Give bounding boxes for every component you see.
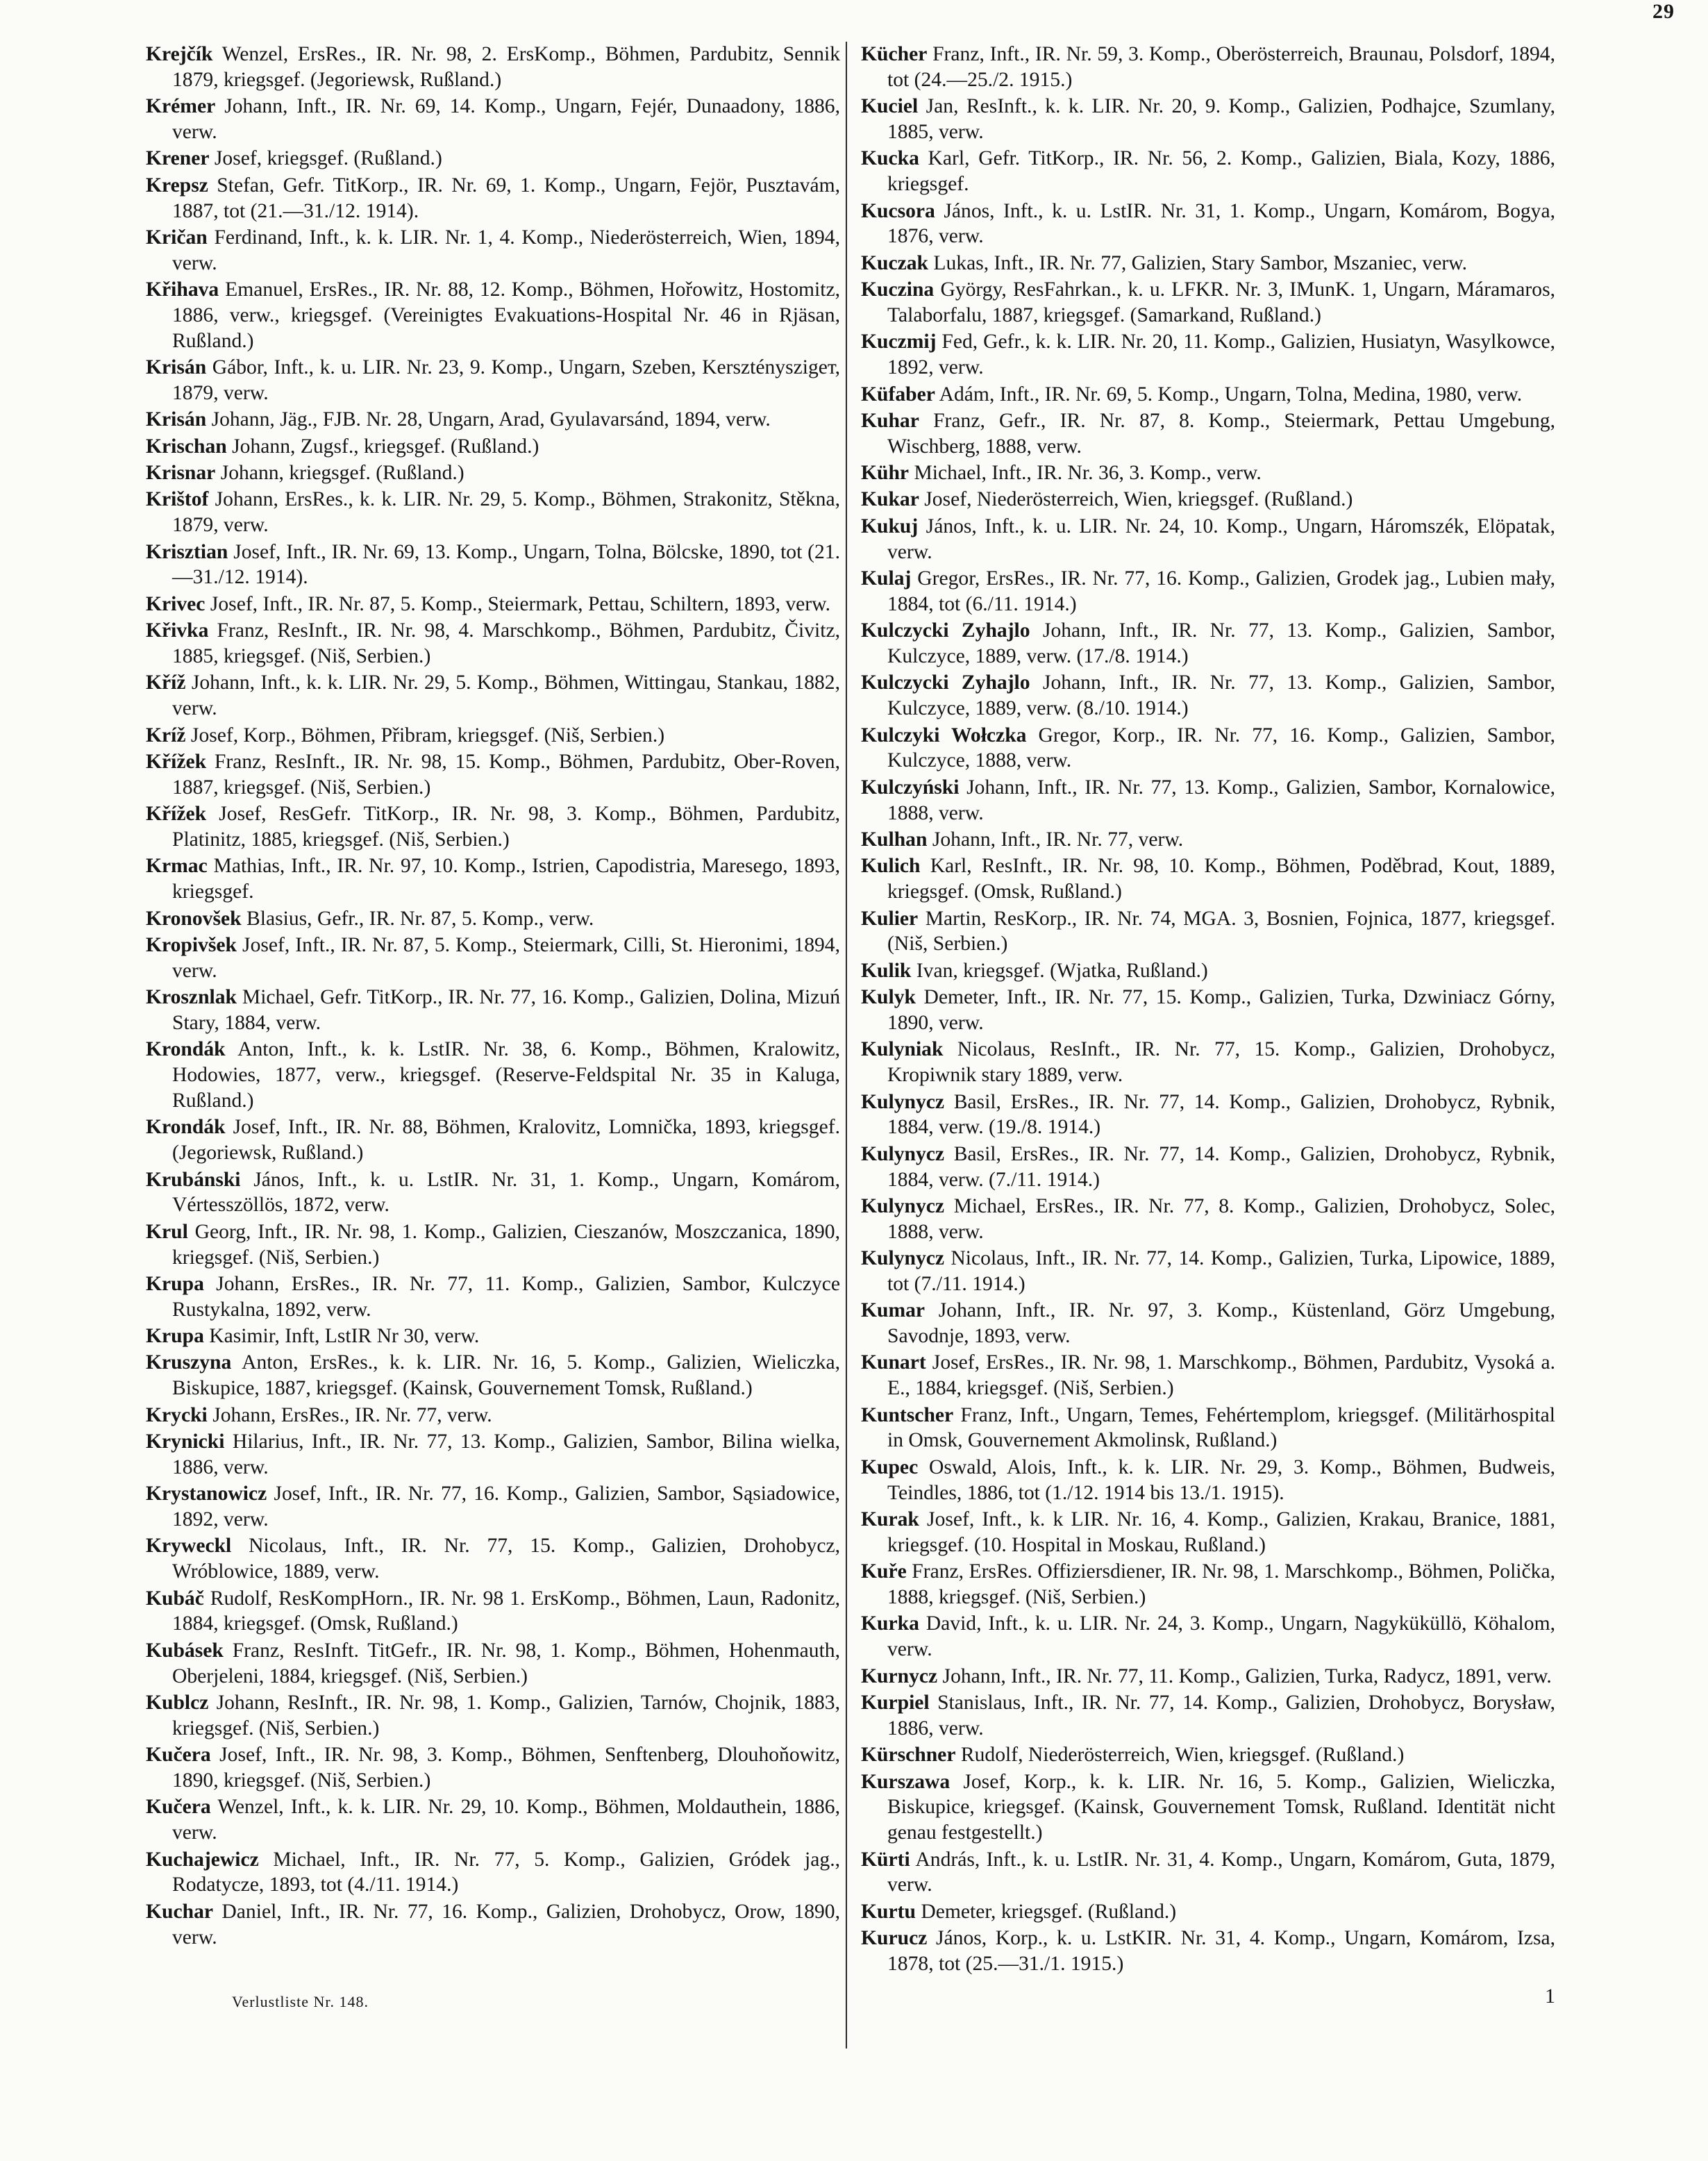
entry-details: Josef, Korp., k. k. LIR. Nr. 16, 5. Komp., Galizien, Wieliczka, Biskupice, kriegsgef. (Kainsk, Gouvernement Tomsk, Rußland. Identität nicht genau festgestellt.) [887, 1770, 1555, 1844]
entry-details: Nicolaus, Inft., IR. Nr. 77, 14. Komp., Galizien, Turka, Lipowice, 1889, tot (7./11. 1914.) [887, 1247, 1555, 1295]
entry-details: Nicolaus, ResInft., IR. Nr. 77, 15. Komp., Galizien, Drohobycz, Kropiwnik stary 1889, verw. [887, 1038, 1555, 1087]
entry-surname: Kučera [146, 1796, 211, 1819]
entry-details: Josef, Inft., IR. Nr. 69, 13. Komp., Ungarn, Tolna, Bölcske, 1890, tot (21.—31./12. 1914). [172, 540, 840, 589]
entry-surname: Kürti [861, 1848, 910, 1871]
entry-surname: Kühr [861, 462, 910, 485]
list-entry [861, 329, 1555, 381]
list-entry [146, 1847, 840, 1899]
list-entry [861, 199, 1555, 250]
entry-surname: Kurpiel [861, 1691, 930, 1714]
entry-details: Gregor, ErsRes., IR. Nr. 77, 16. Komp., Galizien, Grodek jag., Lubien mały, 1884, tot (6./11. 1914.) [887, 567, 1555, 615]
entry-surname: Kulynycz [861, 1194, 945, 1217]
entry-details: Michael, Inft., IR. Nr. 77, 5. Komp., Galizien, Gródek jag., Rodatycze, 1893, tot (4./11. 1914.) [172, 1848, 840, 1896]
list-entry [146, 407, 840, 433]
entry-surname: Křihava [146, 278, 219, 301]
entry-details: Kasimir, Inft, LstIR Nr 30, verw. [209, 1325, 480, 1348]
list-entry [861, 514, 1555, 565]
list-entry [146, 460, 840, 486]
list-entry [861, 1926, 1555, 1977]
list-entry [861, 1690, 1555, 1742]
list-entry [146, 1403, 840, 1428]
entry-details: Josef, Inft., k. k LIR. Nr. 16, 4. Komp., Galizien, Krakau, Branice, 1881, kriegsgef. (10. Hospital in Moskau, Rußland.) [887, 1508, 1555, 1556]
entry-surname: Kučera [146, 1744, 211, 1767]
entry-surname: Kurszawa [861, 1770, 951, 1793]
entry-details: Franz, Gefr., IR. Nr. 87, 8. Komp., Steiermark, Pettau Umgebung, Wischberg, 1888, verw. [887, 409, 1556, 458]
entry-details: Johann, Inft., IR. Nr. 77, 11. Komp., Galizien, Turka, Radycz, 1891, verw. [942, 1664, 1552, 1687]
entry-details: Johann, kriegsgef. (Rußland.) [220, 462, 464, 485]
list-entry [146, 1742, 840, 1794]
entry-details: Ferdinand, Inft., k. k. LIR. Nr. 1, 4. Komp., Niederösterreich, Wien, 1894, verw. [172, 226, 841, 274]
entry-surname: Krosznlak [146, 986, 237, 1009]
entry-surname: Küfaber [861, 383, 935, 406]
list-entry [861, 827, 1555, 853]
entry-details: György, ResFahrkan., k. u. LFKR. Nr. 3, IMunK. 1, Ungarn, Máramaros, Talaborfalu, 1887, kriegsgef. (Samarkand, Rußland.) [887, 278, 1555, 326]
list-entry [146, 1324, 840, 1349]
entry-surname: Kublcz [146, 1691, 209, 1714]
entry-surname: Krul [146, 1220, 188, 1243]
entry-details: Martin, ResKorp., IR. Nr. 74, MGA. 3, Bosnien, Fojnica, 1877, kriegsgef. (Niš, Serbien.) [887, 907, 1555, 956]
entry-surname: Krener [146, 147, 210, 170]
entry-surname: Kukar [861, 488, 919, 511]
list-entry [146, 592, 840, 617]
list-entry [146, 1533, 840, 1585]
entry-details: Demeter, Inft., IR. Nr. 77, 15. Komp., Galizien, Turka, Dzwiniacz Górny, 1890, verw. [887, 986, 1555, 1034]
entry-surname: Krisnar [146, 462, 216, 485]
list-entry [146, 985, 840, 1036]
list-entry [861, 487, 1555, 512]
entry-surname: Kukuj [861, 515, 919, 537]
list-entry [146, 933, 840, 984]
list-entry [861, 42, 1555, 93]
entry-surname: Kulynycz [861, 1142, 945, 1165]
entry-surname: Krupa [146, 1325, 204, 1348]
entry-surname: Kronovšek [146, 907, 242, 930]
entry-surname: Křivka [146, 619, 209, 642]
entry-surname: Krémer [146, 95, 216, 118]
entry-surname: Kurnycz [861, 1664, 938, 1687]
list-entry [146, 1167, 840, 1219]
list-entry [861, 1847, 1555, 1899]
entry-details: Johann, ErsRes., IR. Nr. 77, verw. [212, 1403, 492, 1426]
entry-surname: Kuře [861, 1560, 907, 1583]
list-entry [146, 94, 840, 145]
list-entry [861, 277, 1555, 328]
entry-details: Ivan, kriegsgef. (Wjatka, Rußland.) [916, 959, 1208, 982]
entry-details: Michael, ErsRes., IR. Nr. 77, 8. Komp., Galizien, Drohobycz, Solec, 1888, verw. [887, 1194, 1555, 1243]
entry-details: Johann, Inft., IR. Nr. 77, 13. Komp., Galizien, Sambor, Kulczyce, 1889, verw. (8./10. 1914.) [887, 671, 1555, 720]
entry-details: János, Korp., k. u. LstKIR. Nr. 31, 4. Komp., Ungarn, Komárom, Izsa, 1878, tot (25.—31./1. 1915.) [887, 1927, 1555, 1975]
entry-surname: Krisán [146, 408, 207, 431]
list-entry [146, 540, 840, 591]
entry-details: Josef, Niederösterreich, Wien, kriegsgef. (Rußland.) [924, 488, 1353, 511]
entry-details: Rudolf, Niederösterreich, Wien, kriegsgef. (Rußland.) [960, 1744, 1405, 1767]
list-entry [861, 1455, 1555, 1506]
entry-surname: Krejčík [146, 43, 213, 65]
list-entry [861, 1142, 1555, 1193]
list-entry [146, 1429, 840, 1480]
entry-surname: Kucka [861, 147, 919, 170]
entry-details: János, Inft., k. u. LstIR. Nr. 31, 1. Komp., Ungarn, Komárom, Vértesszöllös, 1872, verw. [172, 1168, 841, 1217]
entry-details: Basil, ErsRes., IR. Nr. 77, 14. Komp., Galizien, Drohobycz, Rybnik, 1884, verw. (7./11. 1914.) [887, 1142, 1555, 1191]
entry-details: Franz, Inft., IR. Nr. 59, 3. Komp., Oberösterreich, Braunau, Polsdorf, 1894, tot (24.—25./2. 1915.) [887, 43, 1555, 91]
entry-surname: Krynicki [146, 1430, 225, 1453]
entry-details: Josef, Inft., IR. Nr. 88, Böhmen, Kralovitz, Lomnička, 1893, kriegsgef. (Jegoriewsk, Rußland.) [172, 1116, 840, 1165]
entry-surname: Kříž [146, 671, 186, 694]
entry-surname: Krischan [146, 435, 227, 458]
list-entry [146, 225, 840, 276]
entry-details: Johann, Inft., IR. Nr. 77, 13. Komp., Galizien, Sambor, Kornalowice, 1888, verw. [887, 776, 1556, 824]
right-column [861, 42, 1555, 1978]
list-entry [146, 1638, 840, 1689]
list-entry [861, 146, 1555, 197]
list-entry [146, 434, 840, 460]
entry-details: Emanuel, ErsRes., IR. Nr. 88, 12. Komp., Böhmen, Hořowitz, Hostomitz, 1886, verw., kriegsgef. (Vereinigtes Evakuations-Hospital Nr. 46 in Rjäsan, Rußland.) [172, 278, 841, 352]
entry-details: Wenzel, ErsRes., IR. Nr. 98, 2. ErsKomp., Böhmen, Pardubitz, Sennik 1879, kriegsgef. (Jegoriewsk, Rußland.) [172, 43, 840, 91]
entry-surname: Kryweckl [146, 1535, 232, 1558]
entry-details: Michael, Gefr. TitKorp., IR. Nr. 77, 16. Komp., Galizien, Dolina, Mizuń Stary, 1884, verw. [172, 986, 841, 1034]
list-entry [861, 94, 1555, 145]
list-entry [861, 1298, 1555, 1349]
entry-surname: Kulich [861, 855, 921, 878]
list-entry [861, 618, 1555, 669]
list-entry [861, 1246, 1555, 1297]
entry-details: Josef, Inft., IR. Nr. 77, 16. Komp., Galizien, Sambor, Sąsiadowice, 1892, verw. [172, 1483, 840, 1531]
entry-details: Karl, Gefr. TitKorp., IR. Nr. 56, 2. Komp., Galizien, Biala, Kozy, 1886, kriegsgef. [887, 147, 1555, 196]
entry-details: Georg, Inft., IR. Nr. 98, 1. Komp., Galizien, Cieszanów, Moszczanica, 1890, kriegsgef. (Niš, Serbien.) [172, 1220, 841, 1269]
list-entry [146, 173, 840, 224]
entry-details: Johann, ErsRes., IR. Nr. 77, 11. Komp., Galizien, Sambor, Kulczyce Rustykalna, 1892, verw. [172, 1272, 840, 1321]
entry-surname: Kurtu [861, 1900, 916, 1923]
entry-surname: Kuhar [861, 409, 919, 432]
list-entry [146, 1690, 840, 1742]
entry-surname: Krepsz [146, 174, 208, 197]
entry-details: Josef, Inft., IR. Nr. 87, 5. Komp., Steiermark, Cilli, St. Hieronimi, 1894, verw. [172, 933, 840, 982]
list-entry [146, 906, 840, 932]
entry-details: Johann, ResInft., IR. Nr. 98, 1. Komp., Galizien, Tarnów, Chojnik, 1883, kriegsgef. (Niš, Serbien.) [172, 1691, 840, 1739]
list-entry [146, 1481, 840, 1533]
entry-surname: Kuciel [861, 95, 919, 118]
list-entry [861, 1350, 1555, 1401]
list-entry [146, 1350, 840, 1401]
entry-surname: Krystanowicz [146, 1483, 267, 1505]
entry-details: Daniel, Inft., IR. Nr. 77, 16. Komp., Galizien, Drohobycz, Orow, 1890, verw. [172, 1900, 840, 1949]
list-entry [146, 1794, 840, 1846]
list-entry [861, 1037, 1555, 1088]
list-entry [861, 1507, 1555, 1558]
entry-surname: Kuczina [861, 278, 935, 301]
entry-details: Josef, Inft., IR. Nr. 87, 5. Komp., Steiermark, Pettau, Schiltern, 1893, verw. [210, 592, 831, 615]
entry-details: Josef, kriegsgef. (Rußland.) [214, 147, 442, 170]
entry-details: Johann, Jäg., FJB. Nr. 28, Ungarn, Arad, Gyulavarsánd, 1894, verw. [211, 408, 771, 431]
list-entry [146, 801, 840, 853]
entry-surname: Kulhan [861, 828, 928, 851]
list-entry [861, 460, 1555, 486]
entry-surname: Kulik [861, 959, 912, 982]
entry-details: Lukas, Inft., IR. Nr. 77, Galizien, Stary Sambor, Mszaniec, verw. [933, 251, 1468, 274]
entry-details: Nicolaus, Inft., IR. Nr. 77, 15. Komp., Galizien, Drohobycz, Wróblowice, 1889, verw. [172, 1535, 841, 1583]
entry-surname: Kríž [146, 724, 186, 746]
corner-mark: 1 [1545, 1985, 1555, 2008]
entry-details: Johann, Inft., IR. Nr. 69, 14. Komp., Ungarn, Fejér, Dunaadony, 1886, verw. [172, 95, 840, 143]
entry-surname: Kulaj [861, 567, 912, 590]
entry-surname: Kulczycki Zyhajlo [861, 671, 1030, 694]
entry-surname: Kuczmij [861, 331, 937, 353]
entry-surname: Krištof [146, 488, 209, 511]
entry-details: Basil, ErsRes., IR. Nr. 77, 14. Komp., Galizien, Drohobycz, Rybnik, 1884, verw. (19./8. 1914.) [887, 1090, 1555, 1139]
entry-surname: Krondák [146, 1116, 226, 1139]
entry-details: Blasius, Gefr., IR. Nr. 87, 5. Komp., verw. [246, 907, 594, 930]
entry-surname: Kücher [861, 43, 928, 65]
entry-surname: Kubásek [146, 1639, 224, 1662]
entry-details: Mathias, Inft., IR. Nr. 97, 10. Komp., Istrien, Capodistria, Maresego, 1893, kriegsgef. [172, 855, 840, 903]
entry-details: Franz, ResInft., IR. Nr. 98, 15. Komp., Böhmen, Pardubitz, Ober-Roven, 1887, kriegsgef. (Niš, Serbien.) [172, 751, 840, 799]
list-entry [861, 985, 1555, 1036]
list-entry [146, 1271, 840, 1323]
list-entry [146, 1219, 840, 1271]
entry-surname: Kubáč [146, 1587, 204, 1610]
entry-surname: Kulyk [861, 986, 916, 1009]
list-entry [861, 408, 1555, 460]
entry-details: Franz, Inft., Ungarn, Temes, Fehértemplom, kriegsgef. (Militärhospital in Omsk, Gouvernement Akmolinsk, Rußland.) [887, 1403, 1556, 1452]
entry-details: Wenzel, Inft., k. k. LIR. Nr. 29, 10. Komp., Böhmen, Moldauthein, 1886, verw. [172, 1796, 840, 1844]
list-entry [861, 1403, 1555, 1454]
list-entry [861, 251, 1555, 276]
entry-details: Michael, Inft., IR. Nr. 36, 3. Komp., verw. [914, 462, 1262, 485]
entry-details: Jan, ResInft., k. k. LIR. Nr. 20, 9. Komp., Galizien, Podhajce, Szumlany, 1885, verw. [887, 95, 1555, 143]
entry-surname: Kulynycz [861, 1090, 945, 1113]
entry-details: Demeter, kriegsgef. (Rußland.) [921, 1900, 1177, 1923]
entry-details: Anton, ErsRes., k. k. LIR. Nr. 16, 5. Komp., Galizien, Wieliczka, Biskupice, 1887, kriegsgef. (Kainsk, Gouvernement Tomsk, Rußland.) [172, 1351, 841, 1400]
list-entry [861, 853, 1555, 905]
entry-surname: Kumar [861, 1299, 926, 1322]
column-divider [846, 42, 847, 2049]
entry-surname: Kropivšek [146, 933, 237, 956]
entry-surname: Krisztian [146, 540, 228, 563]
entry-details: Johann, Inft., IR. Nr. 77, 13. Komp., Galizien, Sambor, Kulczyce, 1889, verw. (17./8. 1914.) [887, 619, 1555, 668]
list-entry [861, 1611, 1555, 1662]
list-entry [146, 355, 840, 406]
list-entry [146, 42, 840, 93]
entry-details: Franz, ResInft., IR. Nr. 98, 4. Marschkomp., Böhmen, Pardubitz, Čivitz, 1885, kriegsgef. (Niš, Serbien.) [172, 619, 840, 668]
list-entry [861, 775, 1555, 826]
entry-surname: Kulczyki Wołczka [861, 724, 1027, 746]
entry-details: Josef, ErsRes., IR. Nr. 98, 1. Marschkomp., Böhmen, Pardubitz, Vysoká a. E., 1884, kriegsgef. (Niš, Serbien.) [887, 1351, 1555, 1400]
list-entry [861, 723, 1555, 774]
entry-details: János, Inft., k. u. LstIR. Nr. 31, 1. Komp., Ungarn, Komárom, Bogya, 1876, verw. [887, 199, 1555, 248]
list-entry [146, 1115, 840, 1166]
entry-surname: Kuntscher [861, 1403, 954, 1426]
entry-surname: Kuczak [861, 251, 929, 274]
entry-surname: Krmac [146, 855, 208, 878]
entry-surname: Kurak [861, 1508, 919, 1531]
entry-surname: Kunart [861, 1351, 926, 1374]
entry-details: Rudolf, ResKompHorn., IR. Nr. 98 1. ErsKomp., Böhmen, Laun, Radonitz, 1884, kriegsgef. (Omsk, Rußland.) [172, 1587, 840, 1635]
list-entry [861, 1559, 1555, 1610]
entry-surname: Kuchar [146, 1900, 214, 1923]
entry-details: Stefan, Gefr. TitKorp., IR. Nr. 69, 1. Komp., Ungarn, Fejör, Pusztavám, 1887, tot (21.—31./12. 1914). [172, 174, 840, 222]
entry-surname: Krycki [146, 1403, 208, 1426]
entry-surname: Kucsora [861, 199, 935, 222]
list-entry [861, 958, 1555, 984]
entry-surname: Kuchajewicz [146, 1848, 259, 1871]
list-entry [146, 670, 840, 721]
entry-surname: Kulczycki Zyhajlo [861, 619, 1030, 642]
entry-details: Stanislaus, Inft., IR. Nr. 77, 14. Komp., Galizien, Drohobycz, Borysław, 1886, verw. [887, 1691, 1555, 1739]
entry-surname: Kulczyński [861, 776, 960, 799]
entry-surname: Křížek [146, 803, 207, 826]
list-entry [861, 1194, 1555, 1245]
entry-details: Hilarius, Inft., IR. Nr. 77, 13. Komp., Galizien, Sambor, Bilina wielka, 1886, verw. [172, 1430, 840, 1478]
entry-details: Josef, Inft., IR. Nr. 98, 3. Komp., Böhmen, Senftenberg, Dlouhoňowitz, 1890, kriegsgef. (Niš, Serbien.) [172, 1744, 840, 1792]
entry-surname: Kulyniak [861, 1038, 944, 1061]
entry-surname: Kruszyna [146, 1351, 232, 1374]
entry-surname: Kurka [861, 1612, 919, 1635]
entry-details: Josef, ResGefr. TitKorp., IR. Nr. 98, 3. Komp., Böhmen, Pardubitz, Platinitz, 1885, kriegsgef. (Niš, Serbien.) [172, 803, 840, 851]
entry-details: David, Inft., k. u. LIR. Nr. 24, 3. Komp., Ungarn, Nagyküküllö, Köhalom, verw. [887, 1612, 1555, 1661]
entry-surname: Krivec [146, 592, 206, 615]
list-entry [861, 1090, 1555, 1141]
list-entry [146, 487, 840, 538]
footer-label: Verlustliste Nr. 148. [232, 1993, 369, 2010]
entry-details: Anton, Inft., k. k. LstIR. Nr. 38, 6. Komp., Böhmen, Kralowitz, Hodowies, 1877, verw., kriegsgef. (Reserve-Feldspital Nr. 35 in Kaluga, Rußland.) [172, 1038, 841, 1112]
entry-details: András, Inft., k. u. LstIR. Nr. 31, 4. Komp., Ungarn, Komárom, Guta, 1879, verw. [887, 1848, 1556, 1896]
list-entry [146, 749, 840, 801]
entry-surname: Křížek [146, 751, 207, 774]
entry-details: Oswald, Alois, Inft., k. k. LIR. Nr. 29, 3. Komp., Böhmen, Budweis, Teindles, 1886, tot (1./12. 1914 bis 13./1. 1915). [887, 1455, 1555, 1504]
entry-details: Adám, Inft., IR. Nr. 69, 5. Komp., Ungarn, Tolna, Medina, 1980, verw. [939, 383, 1523, 406]
entry-details: Johann, Inft., IR. Nr. 97, 3. Komp., Küstenland, Görz Umgebung, Savodnje, 1893, verw. [887, 1299, 1555, 1348]
list-entry [861, 906, 1555, 958]
entry-surname: Krondák [146, 1038, 226, 1061]
list-entry [146, 1899, 840, 1951]
entry-surname: Kürschner [861, 1744, 956, 1767]
page-number: 29 [1652, 0, 1675, 23]
list-entry [146, 723, 840, 749]
list-entry [861, 670, 1555, 721]
entry-details: Franz, ResInft. TitGefr., IR. Nr. 98, 1. Komp., Böhmen, Hohenmauth, Oberjeleni, 1884, kriegsgef. (Niš, Serbien.) [172, 1639, 840, 1687]
entry-details: János, Inft., k. u. LIR. Nr. 24, 10. Komp., Ungarn, Háromszék, Elöpatak, verw. [887, 515, 1555, 563]
list-entry [146, 277, 840, 353]
list-entry [146, 853, 840, 905]
list-entry [146, 1037, 840, 1113]
entry-details: Franz, ErsRes. Offiziersdiener, IR. Nr. 98, 1. Marschkomp., Böhmen, Polička, 1888, kriegsgef. (Niš, Serbien.) [887, 1560, 1555, 1609]
list-entry [861, 1664, 1555, 1689]
list-entry [861, 1769, 1555, 1846]
entry-surname: Krupa [146, 1272, 204, 1295]
entry-surname: Kupec [861, 1455, 919, 1478]
list-entry [861, 382, 1555, 408]
left-column [146, 42, 840, 1951]
entry-details: Johann, Zugsf., kriegsgef. (Rußland.) [232, 435, 539, 458]
list-entry [146, 618, 840, 669]
list-entry [861, 1899, 1555, 1925]
entry-surname: Krubánski [146, 1168, 241, 1191]
entry-details: Josef, Korp., Böhmen, Přibram, kriegsgef. (Niš, Serbien.) [190, 724, 665, 746]
entry-surname: Kričan [146, 226, 208, 249]
entry-details: Karl, ResInft., IR. Nr. 98, 10. Komp., Böhmen, Poděbrad, Kout, 1889, kriegsgef. (Omsk, Rußland.) [887, 855, 1555, 903]
entry-surname: Kurucz [861, 1927, 928, 1950]
list-entry [146, 146, 840, 172]
entry-details: Gábor, Inft., k. u. LIR. Nr. 23, 9. Komp., Ungarn, Szeben, Kersztényszigeт, 1879, verw. [172, 356, 840, 404]
entry-details: Gregor, Korp., IR. Nr. 77, 16. Komp., Galizien, Sambor, Kulczyce, 1888, verw. [887, 724, 1555, 772]
entry-surname: Kulier [861, 907, 919, 930]
list-entry [146, 1586, 840, 1637]
entry-details: Fed, Gefr., k. k. LIR. Nr. 20, 11. Komp., Galizien, Husiatyn, Wasylkowce, 1892, verw. [887, 331, 1555, 379]
entry-details: Johann, Inft., k. k. LIR. Nr. 29, 5. Komp., Böhmen, Wittingau, Stankau, 1882, verw. [172, 671, 840, 720]
entry-surname: Krisán [146, 356, 207, 379]
entry-surname: Kulynycz [861, 1247, 945, 1270]
list-entry [861, 1742, 1555, 1768]
list-entry [861, 566, 1555, 617]
entry-details: Johann, ErsRes., k. k. LIR. Nr. 29, 5. Komp., Böhmen, Strakonitz, Stěkna, 1879, verw. [172, 488, 840, 537]
entry-details: Johann, Inft., IR. Nr. 77, verw. [932, 828, 1184, 851]
